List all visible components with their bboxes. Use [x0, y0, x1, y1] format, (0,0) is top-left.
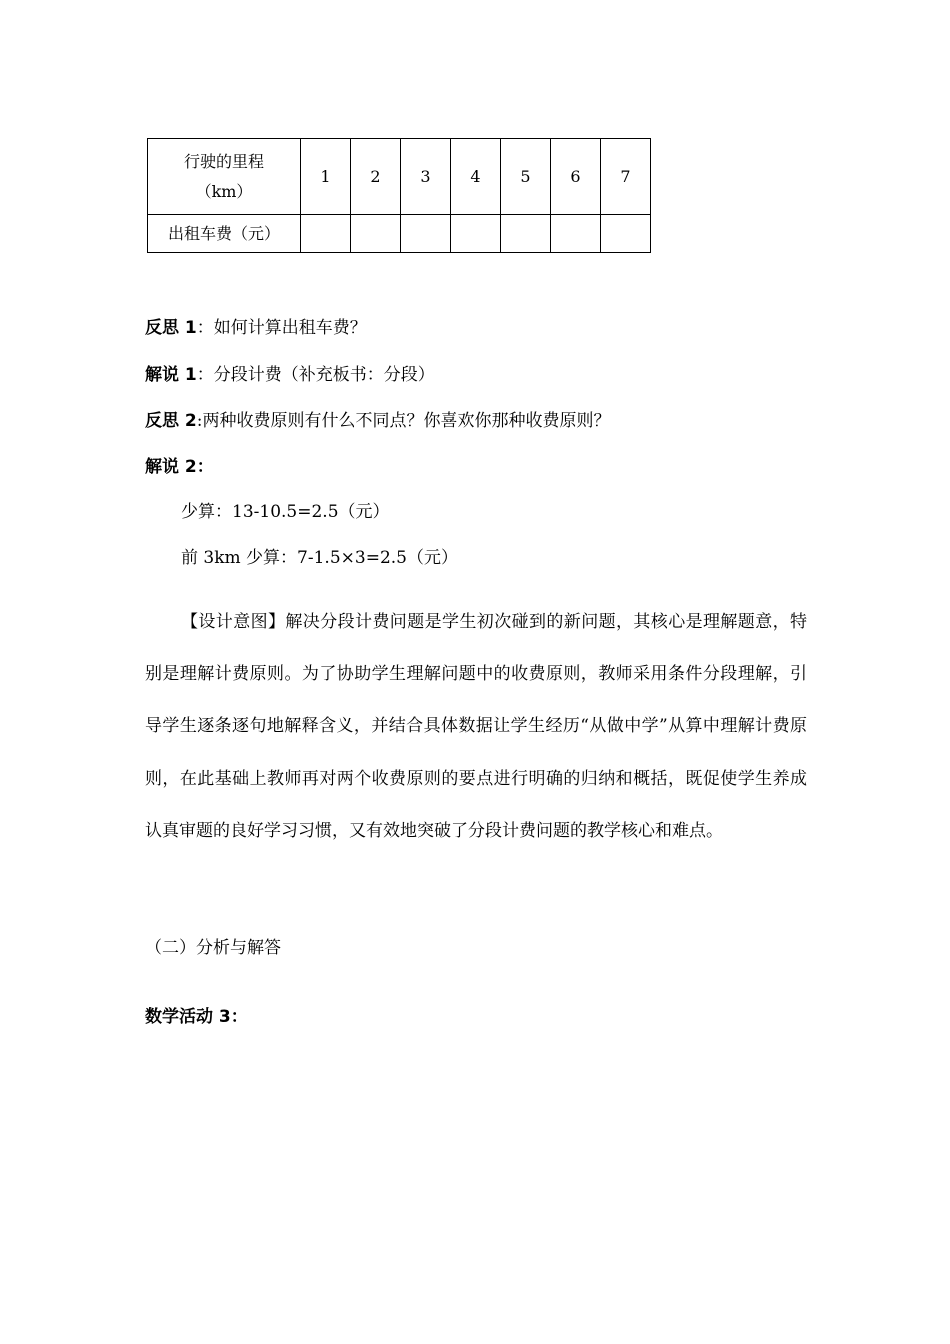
- fare-cell: [451, 215, 501, 253]
- km-cell: 3: [401, 139, 451, 215]
- reflection-1-text: ：如何计算出租车费？: [196, 318, 367, 338]
- fare-cell: [501, 215, 551, 253]
- reflection-2: [145, 406, 610, 431]
- section-heading: （二）分析与解答: [145, 938, 281, 958]
- fare-header-cell: 出租车费（元）: [148, 215, 301, 253]
- table-row: [148, 215, 651, 253]
- reflection-1-label: 反思 1: [145, 318, 197, 338]
- km-cell: 2: [351, 139, 401, 215]
- km-cell: 1: [301, 139, 351, 215]
- calculation-1: 少算：13-10.5=2.5（元）: [181, 502, 390, 522]
- math-activity-3-heading: 数学活动 3：: [145, 1007, 248, 1027]
- km-cell: 6: [551, 139, 601, 215]
- explanation-1-text: ：分段计费（补充板书：分段）: [196, 365, 435, 385]
- explanation-1-label: 解说 1: [145, 365, 197, 385]
- distance-header-unit: （km）: [195, 181, 253, 201]
- km-cell: 4: [451, 139, 501, 215]
- km-cell: 5: [501, 139, 551, 215]
- fare-cell: [601, 215, 651, 253]
- fare-cell: [351, 215, 401, 253]
- fare-table: [147, 138, 651, 253]
- explanation-2-label: 解说 2：: [145, 457, 214, 477]
- table-row: [148, 139, 651, 215]
- fare-cell: [301, 215, 351, 253]
- explanation-2: [145, 452, 214, 477]
- calculation-2: 前 3km 少算：7-1.5×3=2.5（元）: [181, 548, 458, 568]
- reflection-1: [145, 313, 367, 338]
- fare-cell: [551, 215, 601, 253]
- reflection-2-label: 反思 2: [145, 411, 197, 431]
- distance-header-label: 行驶的里程: [183, 151, 264, 171]
- reflection-2-text: :两种收费原则有什么不同点？你喜欢你那种收费原则？: [196, 411, 611, 431]
- km-cell: 7: [601, 139, 651, 215]
- explanation-1: [145, 360, 435, 385]
- fare-cell: [401, 215, 451, 253]
- design-intent-paragraph: 【设计意图】解决分段计费问题是学生初次碰到的新问题，其核心是理解题意，特别是理解计费原则。为了协助学生理解问题中的收费原则，教师采用条件分段理解，引导学生逐条逐句地解释含义，并结合具体数据让学生经历“从做中学”从算中理解计费原则，在此基础上教师再对两个收费原则的要点进行明确的归纳和概括，既促使学生养成认真审题的良好学习习惯，又有效地突破了分段计费问题的教学核心和难点。: [145, 612, 807, 841]
- distance-header-cell: [148, 139, 301, 215]
